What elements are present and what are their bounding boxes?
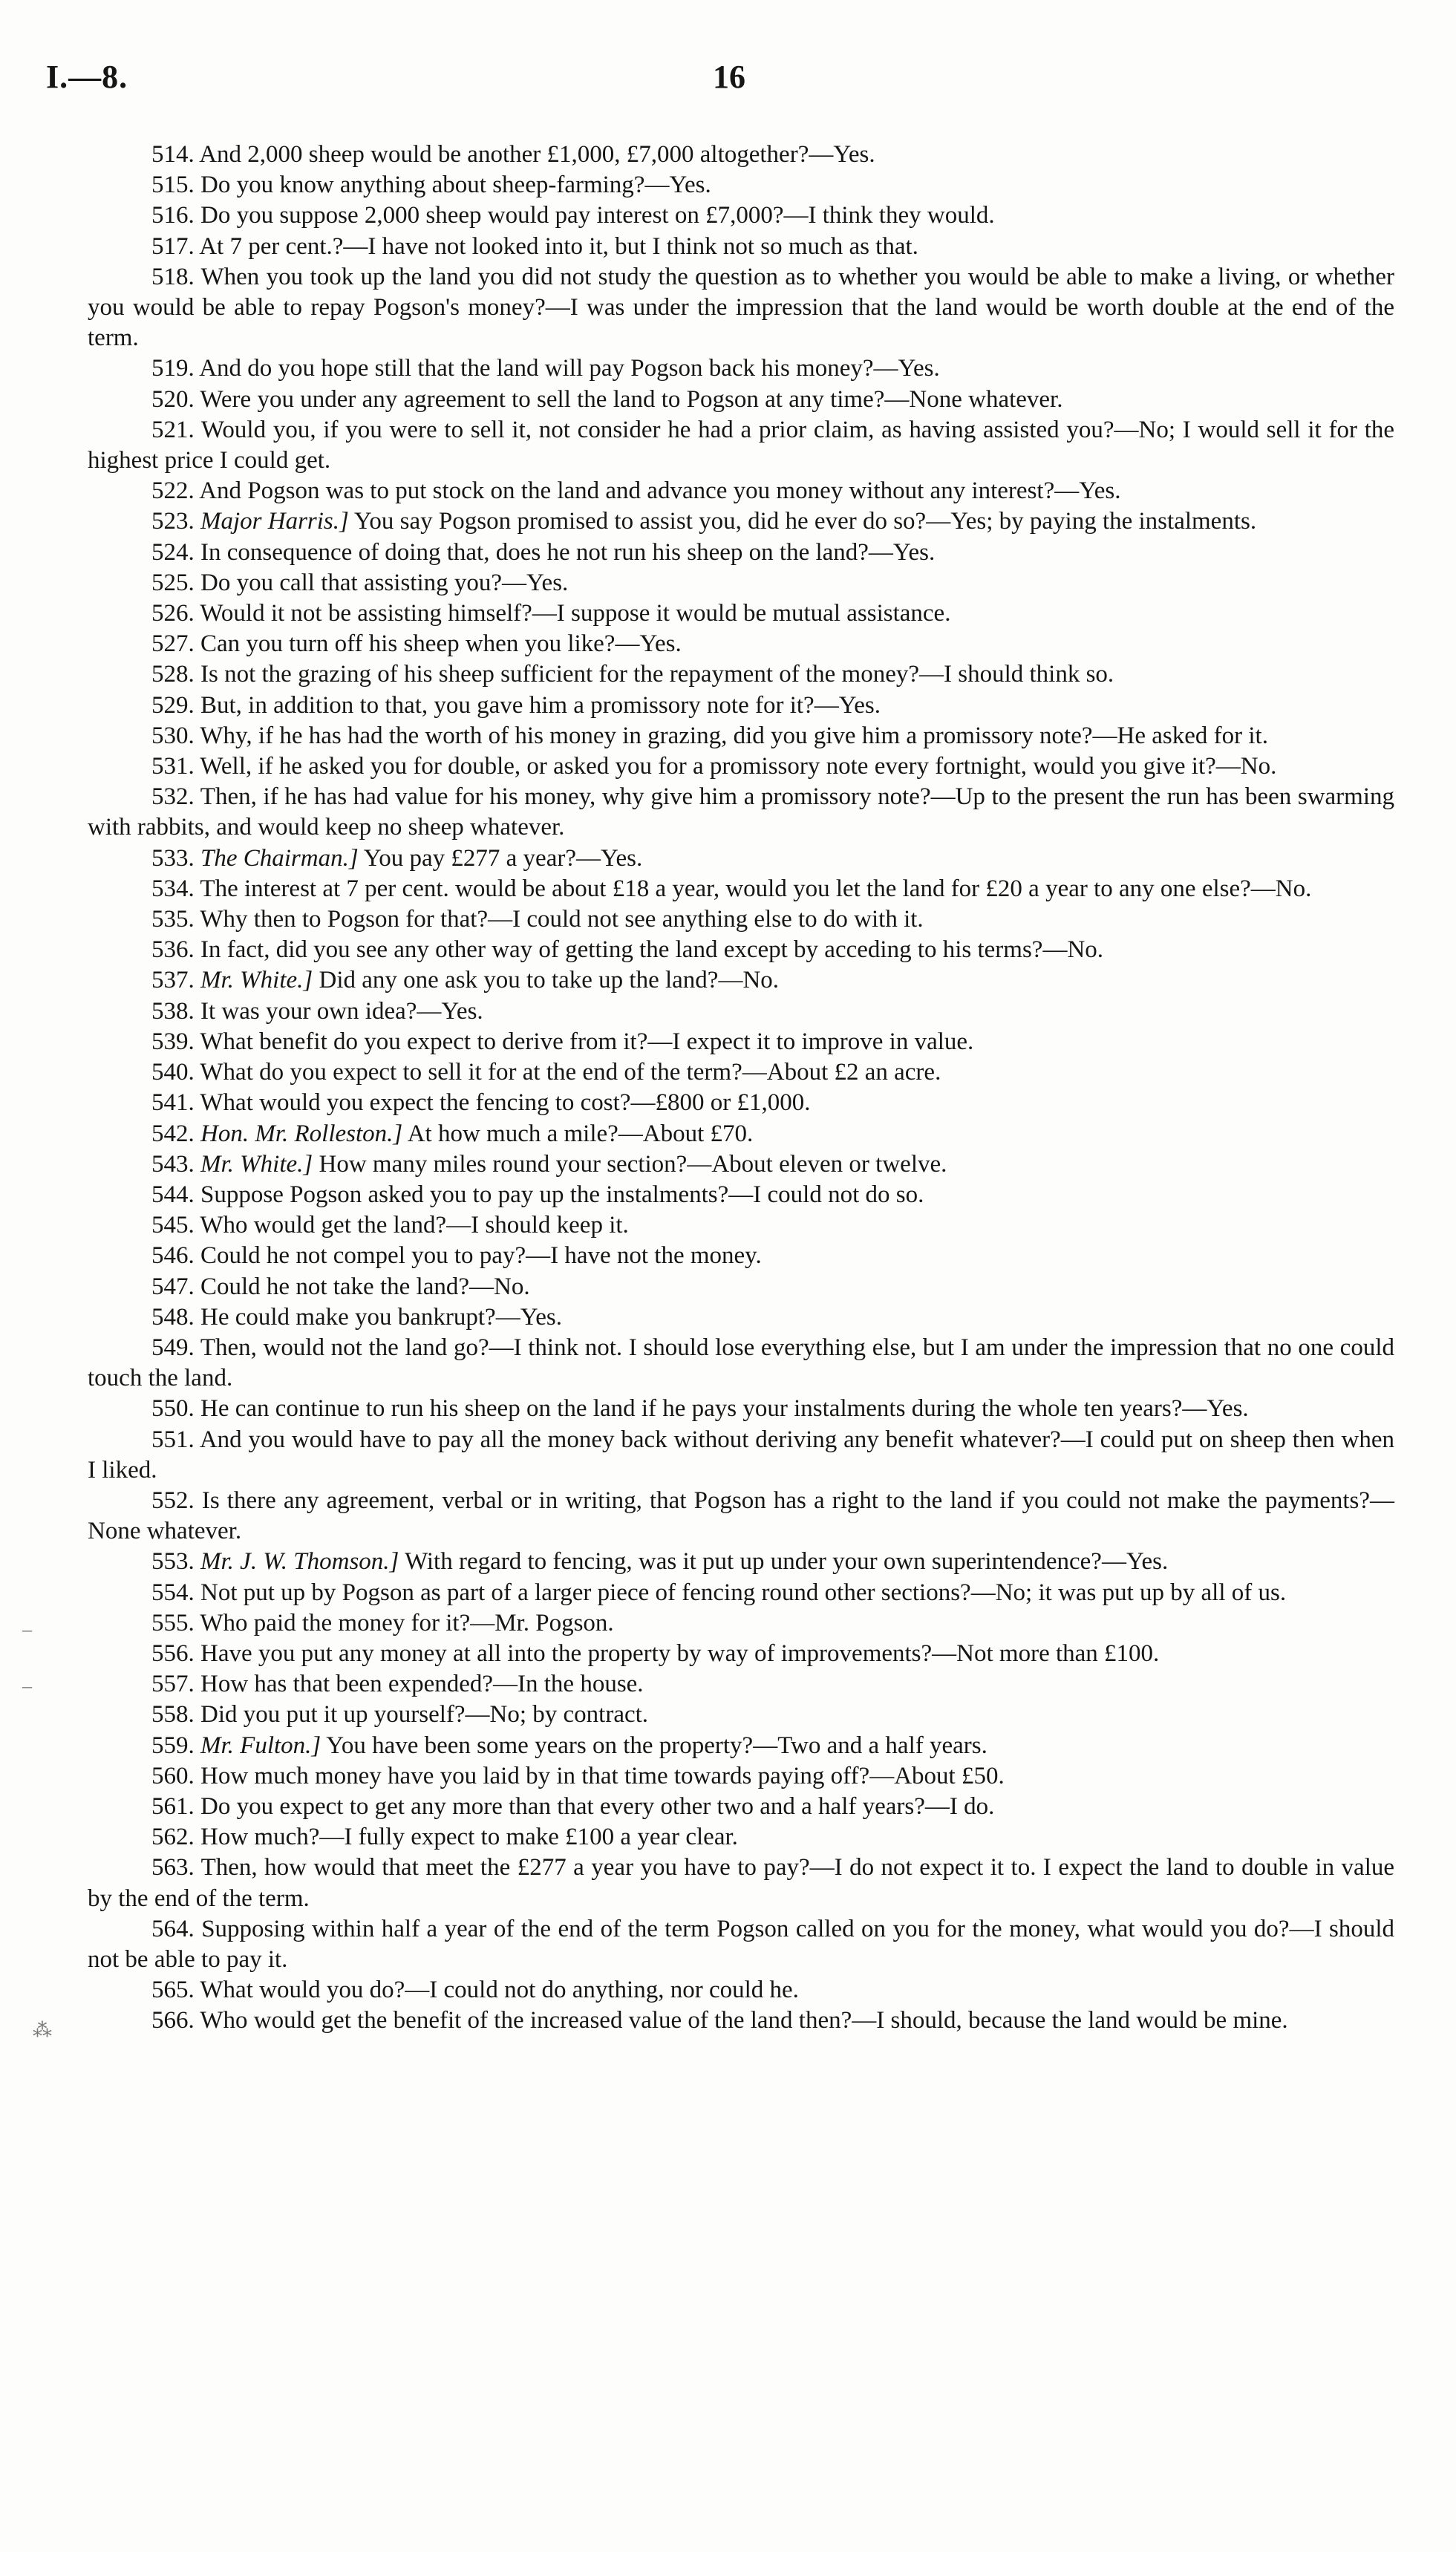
question-answer-text: Who would get the land?—I should keep it. xyxy=(200,1212,629,1239)
question-number: 548. xyxy=(151,1303,195,1331)
question-answer-text: Then, would not the land go?—I think not. I should lose everything else, but I am under the impression that no one could touch the land. xyxy=(88,1334,1394,1392)
testimony-item xyxy=(88,659,1394,690)
question-answer-text: Supposing within half a year of the end of the term Pogson called on you for the money, what would you do?—I should not be able to pay it. xyxy=(88,1915,1395,1973)
question-number: 551. xyxy=(151,1426,195,1453)
question-number: 565. xyxy=(151,1977,195,2004)
testimony-item xyxy=(88,568,1394,598)
testimony-item xyxy=(88,1639,1394,1669)
testimony-item xyxy=(88,751,1394,782)
question-number: 532. xyxy=(151,783,195,811)
question-number: 566. xyxy=(151,2007,195,2034)
testimony-item xyxy=(88,1180,1394,1210)
question-number: 531. xyxy=(151,753,195,780)
question-number: 559. xyxy=(151,1732,195,1759)
speaker-name: Mr. White.] xyxy=(200,967,313,994)
testimony-item xyxy=(88,1119,1394,1149)
testimony-item xyxy=(88,538,1394,568)
question-answer-text: At how much a mile?—About £70. xyxy=(407,1120,754,1147)
testimony-item xyxy=(88,1547,1394,1577)
speaker-name: Mr. J. W. Thomson.] xyxy=(200,1548,399,1576)
question-number: 543. xyxy=(151,1150,195,1178)
testimony-item xyxy=(88,385,1394,415)
question-number: 539. xyxy=(151,1028,195,1055)
testimony-item xyxy=(88,843,1394,874)
question-answer-text: But, in addition to that, you gave him a promissory note for it?—Yes. xyxy=(200,691,881,719)
question-answer-text: You say Pogson promised to assist you, did he ever do so?—Yes; by paying the instalments. xyxy=(353,508,1257,535)
question-number: 554. xyxy=(151,1579,195,1606)
question-answer-text: Who paid the money for it?—Mr. Pogson. xyxy=(200,1609,614,1636)
testimony-item xyxy=(88,1057,1394,1088)
question-answer-text: How much money have you laid by in that time towards paying off?—About £50. xyxy=(200,1762,1005,1789)
testimony-item xyxy=(88,721,1394,751)
testimony-item xyxy=(88,1272,1394,1302)
question-answer-text: How much?—I fully expect to make £100 a year clear. xyxy=(200,1824,738,1851)
question-answer-text: How many miles round your section?—About eleven or twelve. xyxy=(319,1150,947,1178)
question-answer-text: Then, how would that meet the £277 a year you have to pay?—I do not expect it to. I expect the land to double in value by the end of the term. xyxy=(88,1854,1395,1912)
question-answer-text: How has that been expended?—In the house. xyxy=(200,1671,644,1698)
question-answer-text: And 2,000 sheep would be another £1,000, £7,000 altogether?—Yes. xyxy=(199,141,875,168)
question-answer-text: Is not the grazing of his sheep sufficient for the repayment of the money?—I should think so. xyxy=(200,661,1114,688)
question-answer-text: He can continue to run his sheep on the land if he pays your instalments during the whole ten years?—Yes. xyxy=(200,1395,1249,1423)
testimony-item xyxy=(88,170,1394,200)
question-number: 524. xyxy=(151,538,195,566)
question-number: 536. xyxy=(151,936,195,964)
testimony-item xyxy=(88,1333,1394,1394)
question-answer-text: What do you expect to sell it for at the end of the term?—About £2 an acre. xyxy=(200,1059,941,1086)
testimony-item xyxy=(88,965,1394,996)
testimony-item xyxy=(88,1792,1394,1822)
question-answer-text: Have you put any money at all into the property by way of improvements?—Not more than £100. xyxy=(200,1639,1160,1667)
testimony-item xyxy=(88,2006,1394,2036)
question-number: 528. xyxy=(151,661,195,688)
question-number: 518. xyxy=(151,263,195,290)
question-number: 545. xyxy=(151,1212,195,1239)
testimony-item xyxy=(88,1914,1394,1975)
testimony-item xyxy=(88,874,1394,904)
testimony-item xyxy=(88,415,1394,476)
question-number: 560. xyxy=(151,1762,195,1789)
testimony-item xyxy=(88,1302,1394,1333)
question-answer-text: Would it not be assisting himself?—I suppose it would be mutual assistance. xyxy=(200,600,951,627)
question-number: 517. xyxy=(151,232,195,260)
question-answer-text: Do you know anything about sheep-farming?—Yes. xyxy=(200,172,711,199)
question-number: 527. xyxy=(151,630,195,658)
question-number: 556. xyxy=(151,1639,195,1667)
question-answer-text: What would you do?—I could not do anything, nor could he. xyxy=(200,1977,799,2004)
question-number: 552. xyxy=(151,1487,195,1514)
testimony-item xyxy=(88,1425,1394,1486)
question-answer-text: Then, if he has had value for his money, why give him a promissory note?—Up to the present the run has been swarming with rabbits, and would keep no sheep whatever. xyxy=(88,783,1395,841)
testimony-item xyxy=(88,598,1394,629)
testimony-item xyxy=(88,1822,1394,1853)
question-number: 533. xyxy=(151,844,195,872)
question-number: 522. xyxy=(151,477,195,505)
testimony-item xyxy=(88,1241,1394,1271)
question-answer-text: Who would get the benefit of the increased value of the land then?—I should, because the land would be mine. xyxy=(200,2007,1288,2034)
question-answer-text: And Pogson was to put stock on the land and advance you money without any interest?—Yes. xyxy=(199,477,1121,505)
question-number: 529. xyxy=(151,691,195,719)
speaker-name: Major Harris.] xyxy=(200,508,349,535)
question-number: 553. xyxy=(151,1548,195,1576)
testimony-item xyxy=(88,1975,1394,2006)
question-number: 515. xyxy=(151,172,195,199)
question-answer-text: The interest at 7 per cent. would be about £18 a year, would you let the land for £20 a year to any one else?—No. xyxy=(200,875,1312,902)
testimony-item xyxy=(88,691,1394,721)
question-answer-text: Not put up by Pogson as part of a larger piece of fencing round other sections?—No; it was put up by all of us. xyxy=(200,1579,1287,1606)
question-number: 520. xyxy=(151,385,195,413)
page-reference: I.—8. xyxy=(46,59,128,95)
testimony-item xyxy=(88,1761,1394,1792)
testimony-item xyxy=(88,140,1394,170)
question-answer-text: And do you hope still that the land will pay Pogson back his money?—Yes. xyxy=(199,355,940,382)
testimony-item xyxy=(88,262,1394,354)
question-answer-text: When you took up the land you did not study the question as to whether you would be able to make a living, or whether you would be able to repay Pogson's money?—I was under the impression that the land would be worth double at the end of the term. xyxy=(88,263,1394,352)
question-number: 561. xyxy=(151,1792,195,1820)
testimony-item xyxy=(88,996,1394,1027)
testimony-item xyxy=(88,1394,1394,1424)
question-answer-text: What benefit do you expect to derive from it?—I expect it to improve in value. xyxy=(200,1028,974,1055)
question-number: 521. xyxy=(151,416,195,443)
speaker-name: Mr. White.] xyxy=(200,1150,313,1178)
question-number: 563. xyxy=(151,1854,195,1882)
question-number: 562. xyxy=(151,1824,195,1851)
question-answer-text: Well, if he asked you for double, or asked you for a promissory note every fortnight, would you give it?—No. xyxy=(200,753,1277,780)
testimony-item xyxy=(88,1486,1394,1547)
testimony-item xyxy=(88,1853,1394,1913)
question-number: 525. xyxy=(151,569,195,596)
testimony-item xyxy=(88,1669,1394,1700)
question-answer-text: With regard to fencing, was it put up under your own superintendence?—Yes. xyxy=(405,1548,1169,1576)
testimony-item xyxy=(88,1731,1394,1761)
question-answer-text: Is there any agreement, verbal or in writing, that Pogson has a right to the land if you could not make the payments?—None whatever. xyxy=(88,1487,1394,1545)
question-number: 544. xyxy=(151,1181,195,1208)
question-answer-text: Do you expect to get any more than that every other two and a half years?—I do. xyxy=(200,1792,995,1820)
question-number: 547. xyxy=(151,1273,195,1300)
margin-mark: – xyxy=(22,1675,32,1697)
testimony-item xyxy=(88,1027,1394,1057)
question-answer-text: Why, if he has had the worth of his money in grazing, did you give him a promissory note?—He asked for it. xyxy=(200,722,1268,749)
question-number: 535. xyxy=(151,906,195,933)
margin-mark: ⁂ xyxy=(33,2020,52,2041)
testimony-item xyxy=(88,1608,1394,1639)
question-number: 541. xyxy=(151,1089,195,1117)
question-answer-text: Can you turn off his sheep when you like?—Yes. xyxy=(200,630,682,658)
page-number: 16 xyxy=(713,59,745,95)
testimony-item xyxy=(88,1210,1394,1241)
question-answer-text: What would you expect the fencing to cost?—£800 or £1,000. xyxy=(200,1089,811,1117)
question-number: 534. xyxy=(151,875,195,902)
question-number: 514. xyxy=(151,141,195,168)
question-answer-text: It was your own idea?—Yes. xyxy=(200,997,483,1025)
question-number: 546. xyxy=(151,1242,195,1270)
question-answer-text: In fact, did you see any other way of getting the land except by acceding to his terms?—No. xyxy=(200,936,1104,964)
question-number: 549. xyxy=(151,1334,195,1361)
testimony-body xyxy=(88,140,1394,2037)
question-number: 537. xyxy=(151,967,195,994)
speaker-name: Mr. Fulton.] xyxy=(200,1732,321,1759)
question-answer-text: In consequence of doing that, does he not run his sheep on the land?—Yes. xyxy=(200,538,936,566)
question-number: 540. xyxy=(151,1059,195,1086)
testimony-item xyxy=(88,1149,1394,1180)
testimony-item xyxy=(88,935,1394,965)
question-number: 516. xyxy=(151,202,195,229)
question-number: 557. xyxy=(151,1671,195,1698)
speaker-name: Hon. Mr. Rolleston.] xyxy=(200,1120,403,1147)
question-answer-text: Do you call that assisting you?—Yes. xyxy=(200,569,569,596)
question-answer-text: At 7 per cent.?—I have not looked into it, but I think not so much as that. xyxy=(199,232,918,260)
question-answer-text: Could he not take the land?—No. xyxy=(200,1273,530,1300)
testimony-item xyxy=(88,353,1394,384)
question-number: 558. xyxy=(151,1701,195,1729)
question-number: 530. xyxy=(151,722,195,749)
margin-mark: – xyxy=(22,1619,32,1640)
question-number: 564. xyxy=(151,1915,195,1942)
question-number: 526. xyxy=(151,600,195,627)
page-header xyxy=(0,58,1456,110)
question-answer-text: Do you suppose 2,000 sheep would pay interest on £7,000?—I think they would. xyxy=(200,202,995,229)
question-answer-text: Why then to Pogson for that?—I could not see anything else to do with it. xyxy=(200,906,924,933)
testimony-item xyxy=(88,1088,1394,1118)
question-number: 538. xyxy=(151,997,195,1025)
testimony-item xyxy=(88,904,1394,935)
question-answer-text: Did you put it up yourself?—No; by contract. xyxy=(200,1701,649,1729)
question-number: 523. xyxy=(151,508,195,535)
question-answer-text: Were you under any agreement to sell the land to Pogson at any time?—None whatever. xyxy=(200,385,1063,413)
question-number: 555. xyxy=(151,1609,195,1636)
question-answer-text: Would you, if you were to sell it, not consider he had a prior claim, as having assisted you?—No; I would sell it for the highest price I could get. xyxy=(88,416,1395,474)
question-answer-text: Could he not compel you to pay?—I have not the money. xyxy=(200,1242,762,1270)
testimony-item xyxy=(88,1700,1394,1730)
question-answer-text: Did any one ask you to take up the land?—No. xyxy=(319,967,780,994)
question-answer-text: And you would have to pay all the money back without deriving any benefit whatever?—I could put on sheep then when I liked. xyxy=(88,1426,1394,1484)
testimony-item xyxy=(88,476,1394,506)
question-number: 519. xyxy=(151,355,195,382)
question-answer-text: He could make you bankrupt?—Yes. xyxy=(200,1303,562,1331)
question-answer-text: You have been some years on the property?—Two and a half years. xyxy=(326,1732,987,1759)
testimony-item xyxy=(88,782,1394,843)
testimony-item xyxy=(88,200,1394,231)
question-number: 542. xyxy=(151,1120,195,1147)
question-answer-text: Suppose Pogson asked you to pay up the instalments?—I could not do so. xyxy=(200,1181,924,1208)
testimony-item xyxy=(88,1578,1394,1608)
question-answer-text: You pay £277 a year?—Yes. xyxy=(363,844,643,872)
question-number: 550. xyxy=(151,1395,195,1423)
testimony-item xyxy=(88,232,1394,262)
speaker-name: The Chairman.] xyxy=(200,844,359,872)
testimony-item xyxy=(88,629,1394,659)
testimony-item xyxy=(88,506,1394,537)
